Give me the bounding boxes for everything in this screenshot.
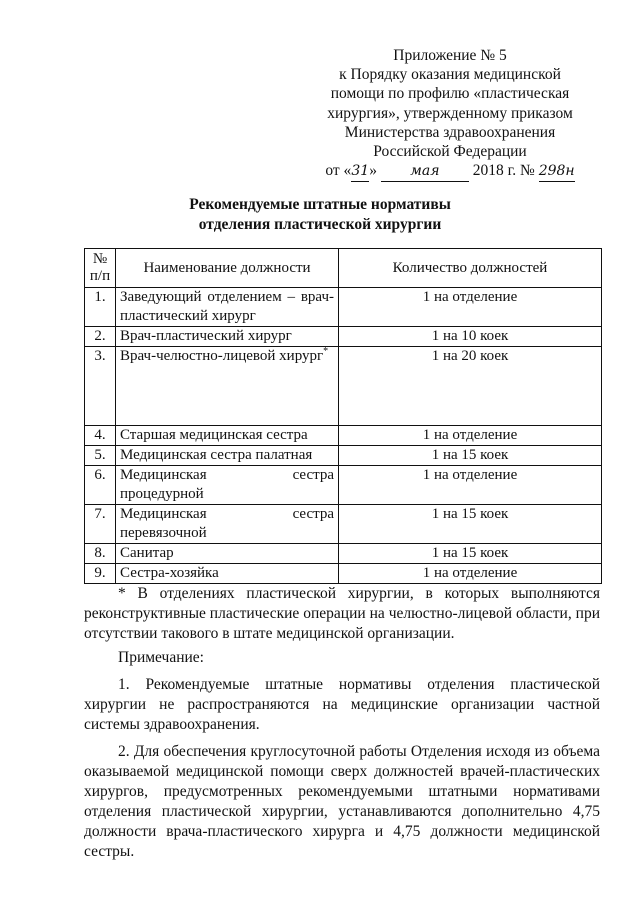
document-title xyxy=(100,195,540,235)
row-position: Медицинская сестра процедурной xyxy=(116,466,339,505)
row-number: 6. xyxy=(85,466,116,505)
appendix-line: Российской Федерации xyxy=(373,143,527,161)
appendix-line: помощи по профилю «пластическая xyxy=(330,85,570,103)
handwritten-month: мая xyxy=(381,162,469,182)
row-number: 4. xyxy=(85,426,116,446)
footnote-marker: * xyxy=(323,346,329,357)
footnote-text: * В отделениях пластической хирургии, в которых выполняются реконструктивные пластические операции на челюстно-лицевой области, при отсутствии такового в штате медицинской организации. xyxy=(84,585,600,642)
header-number: № п/п xyxy=(85,249,116,288)
row-number: 1. xyxy=(85,288,116,327)
table-row xyxy=(85,564,602,584)
title-line: Рекомендуемые штатные нормативы xyxy=(189,196,451,213)
table-header-row xyxy=(85,249,602,288)
row-quantity: 1 на 15 коек xyxy=(339,446,602,466)
row-quantity: 1 на отделение xyxy=(339,426,602,446)
date-prefix: от « xyxy=(325,162,352,180)
row-number: 5. xyxy=(85,446,116,466)
note-item-2: 2. Для обеспечения круглосуточной работы Отделения исходя из объема оказываемой медицинской помощи сверх должностей врачей-пластических хирургов, предусмотренных рекомендуемыми штатными нормативами отделения пластической хирургии, устанавливаются дополнительно 4,75 должности врача-пластического хирурга и 4,75 должности медицинской сестры. xyxy=(84,743,600,860)
row-position: Медицинская сестра палатная xyxy=(116,446,339,466)
appendix-line: хирургия», утвержденному приказом xyxy=(327,104,573,122)
row-position: Медицинская сестра перевязочной xyxy=(116,505,339,544)
table-row xyxy=(85,446,602,466)
row-position: Санитар xyxy=(116,544,339,564)
staffing-table xyxy=(84,248,602,584)
row-number: 3. xyxy=(85,347,116,426)
notes-section xyxy=(84,584,600,862)
row-number: 8. xyxy=(85,544,116,564)
row-position: Старшая медицинская сестра xyxy=(116,426,339,446)
appendix-header xyxy=(300,46,600,182)
table-row xyxy=(85,505,602,544)
row-position: Врач-пластический хирург xyxy=(116,327,339,347)
table-row xyxy=(85,327,602,347)
row-quantity: 1 на 15 коек xyxy=(339,544,602,564)
row-quantity: 1 на 20 коек xyxy=(339,347,602,426)
row-number: 7. xyxy=(85,505,116,544)
appendix-line: к Порядку оказания медицинской xyxy=(339,66,561,84)
row-position: Заведующий отделением – врач-пластический хирург xyxy=(116,288,339,327)
appendix-line: Министерства здравоохранения xyxy=(344,123,556,141)
row-number: 2. xyxy=(85,327,116,347)
date-close: » xyxy=(369,162,378,180)
title-line: отделения пластической хирургии xyxy=(198,216,442,233)
row-quantity: 1 на отделение xyxy=(339,564,602,584)
handwritten-order-number: 298н xyxy=(539,162,575,182)
note-heading: Примечание: xyxy=(118,649,204,666)
handwritten-day: 31 xyxy=(351,162,369,182)
year-text: 2018 г. № xyxy=(472,162,535,180)
header-position: Наименование должности xyxy=(116,249,339,288)
note-item-1: 1. Рекомендуемые штатные нормативы отделения пластической хирургии не распространяются на медицинские организации частной системы здравоохранения. xyxy=(84,676,600,733)
row-quantity: 1 на отделение xyxy=(339,466,602,505)
table-row xyxy=(85,544,602,564)
table-row xyxy=(85,288,602,327)
table-row xyxy=(85,466,602,505)
row-quantity: 1 на 10 коек xyxy=(339,327,602,347)
row-quantity: 1 на 15 коек xyxy=(339,505,602,544)
appendix-line: Приложение № 5 xyxy=(393,47,507,64)
row-position-cell xyxy=(116,347,339,426)
row-number: 9. xyxy=(85,564,116,584)
header-quantity: Количество должностей xyxy=(339,249,602,288)
row-quantity: 1 на отделение xyxy=(339,288,602,327)
table-row xyxy=(85,426,602,446)
table-row xyxy=(85,347,602,426)
row-position: Сестра-хозяйка xyxy=(116,564,339,584)
order-date-line xyxy=(300,161,600,182)
row-position: Врач-челюстно-лицевой хирург xyxy=(120,348,324,364)
